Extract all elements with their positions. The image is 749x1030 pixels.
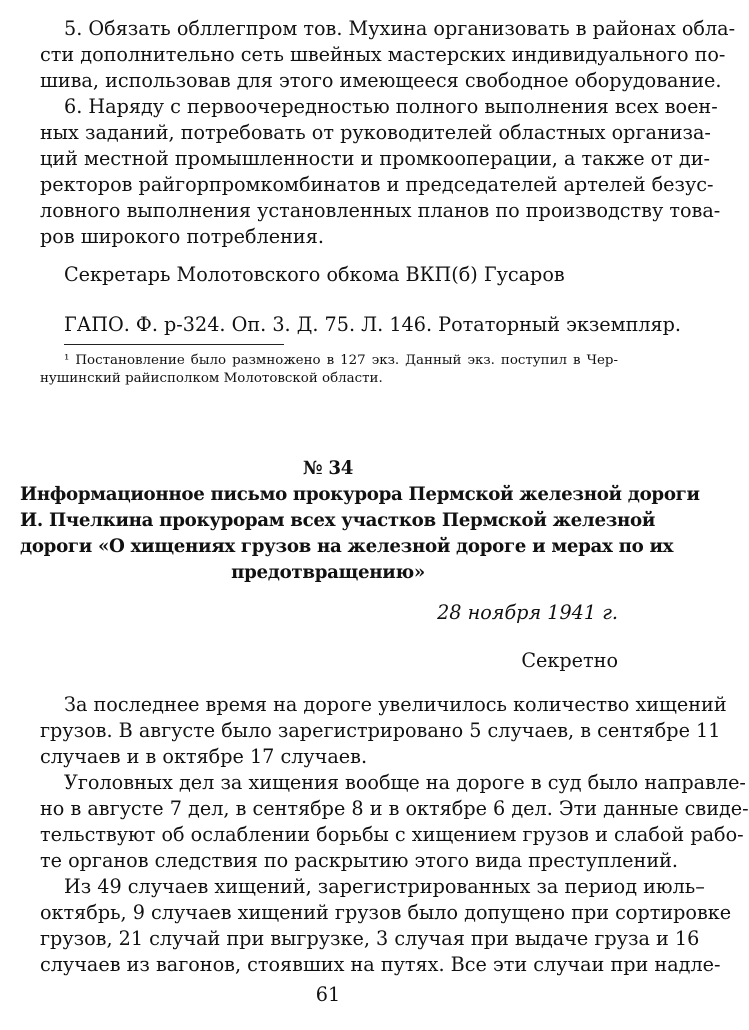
body-p1-line: За последнее время на дороге увеличилось количество хищений [64,693,727,716]
archive-reference: ГАПО. Ф. р-324. Оп. 3. Д. 75. Л. 146. Ротаторный экземпляр. [64,313,682,336]
body-p2-line: но в августе 7 дел, в сентябре 8 и в октябре 6 дел. Эти данные свиде- [40,797,749,820]
document-title-line: Информационное письмо прокурора Пермской железной дороги [20,484,700,505]
document-title-line: предотвращению» [231,562,425,583]
footnote-line: нушинский райисполком Молотовской области. [40,371,383,386]
para6-line: ных заданий, потребовать от руководителей областных организа- [40,121,711,144]
body-p2-line: тельствуют об ослаблении борьбы с хищением грузов и слабой рабо- [40,823,744,846]
document-title-line: дороги «О хищениях грузов на железной дороге и мерах по их [20,536,674,557]
body-p1-line: случаев и в октябре 17 случаев. [40,745,368,768]
footnote-line: ¹ Постановление было размножено в 127 экз. Данный экз. поступил в Чер- [64,353,618,368]
para5-line: 5. Обязать обллегпром тов. Мухина организовать в районах обла- [64,17,736,40]
body-p3-line: Из 49 случаев хищений, зарегистрированных за период июль– [64,875,705,898]
para5-line: сти дополнительно сеть швейных мастерских индивидуального по- [40,43,726,66]
classification-mark: Секретно [521,649,618,672]
para5-line: шива, использовав для этого имеющееся свободное оборудование. [40,69,722,92]
body-p3-line: случаев из вагонов, стоявших на путях. Все эти случаи при надле- [40,953,721,976]
body-p1-line: грузов. В августе было зарегистрировано 5 случаев, в сентябре 11 [40,719,721,742]
body-p2-line: те органов следствия по раскрытию этого вида преступлений. [40,849,678,872]
para6-line: 6. Наряду с первоочередностью полного выполнения всех воен- [64,95,718,118]
document-title-line: И. Пчелкина прокурорам всех участков Пермской железной [20,510,656,531]
para6-line: ров широкого потребления. [40,225,324,248]
document-date: 28 ноября 1941 г. [437,601,618,624]
para6-line: ловного выполнения установленных планов по производству това- [40,199,721,222]
page-number: 61 [315,983,341,1006]
document-number: № 34 [302,458,354,479]
footnote-divider [64,344,284,345]
body-p2-line: Уголовных дел за хищения вообще на дороге в суд было направле- [64,771,746,794]
para6-line: ректоров райгорпромкомбинатов и председателей артелей безус- [40,173,714,196]
body-p3-line: грузов, 21 случай при выгрузке, 3 случая при выдаче груза и 16 [40,927,700,950]
signature-line: Секретарь Молотовского обкома ВКП(б) Гусаров [64,263,565,286]
body-p3-line: октябрь, 9 случаев хищений грузов было допущено при сортировке [40,901,732,924]
para6-line: ций местной промышленности и промкооперации, а также от ди- [40,147,711,170]
